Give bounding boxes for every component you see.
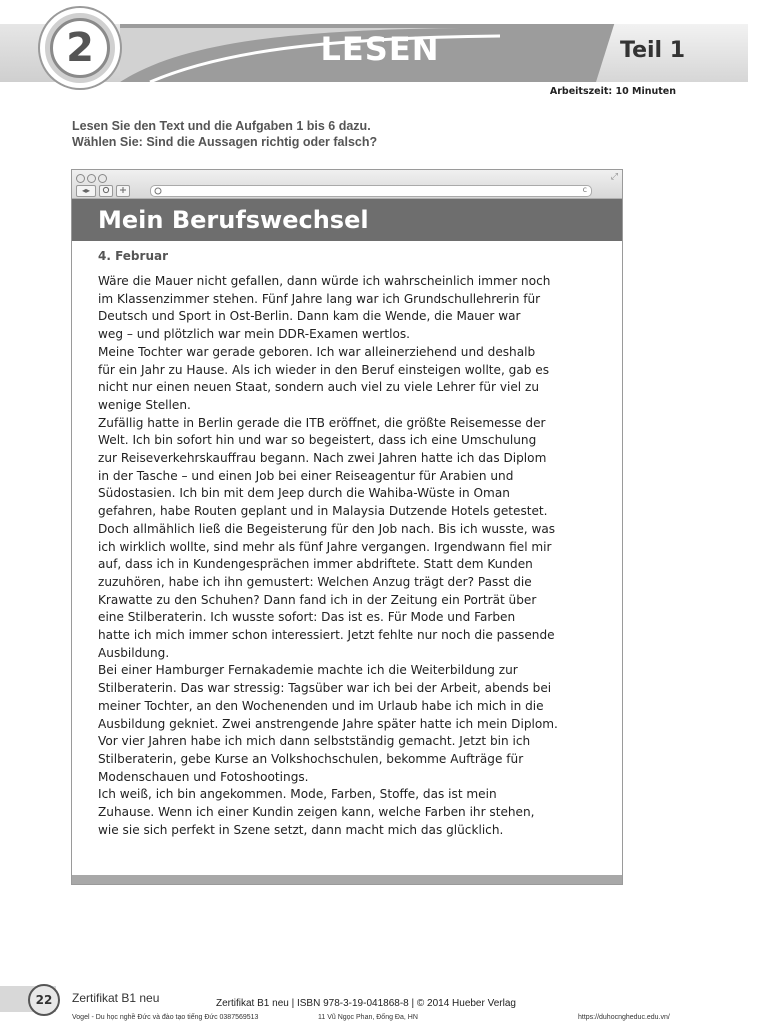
text-line: meiner Tochter, an den Wochenenden und im Urlaub habe ich mich in die	[98, 698, 544, 713]
watermark-address: 11 Vũ Ngọc Phan, Đống Đa, HN	[318, 1014, 418, 1021]
text-line: ich wirklich wollte, sind mehr als fünf Jahre vergangen. Irgendwann fiel mir	[98, 539, 552, 554]
globe-icon	[154, 187, 162, 195]
text-line: Wäre die Mauer nicht gefallen, dann würde ich wahrscheinlich immer noch	[98, 274, 551, 288]
back-forward-button[interactable]	[76, 185, 96, 197]
chapter-number: 2	[50, 18, 110, 78]
watermark-url: https://duhocngheduc.edu.vn/	[578, 1014, 670, 1021]
text-line: wenige Stellen.	[98, 397, 191, 412]
text-line: in der Tasche – und einen Job bei einer Reiseagentur für Arabien und	[98, 468, 514, 483]
post-text	[98, 273, 596, 840]
text-line: Meine Tochter war gerade geboren. Ich war alleinerziehend und deshalb	[98, 344, 536, 359]
reload-button[interactable]	[99, 185, 113, 197]
text-line: Deutsch und Sport in Ost-Berlin. Dann kam die Wende, die Mauer war	[98, 309, 521, 324]
text-line: nicht nur einen neuen Staat, sondern auch viel zu viele Lehrer für viel zu	[98, 380, 539, 395]
text-line: Ausbildung gekniet. Zwei anstrengende Jahre später hatte ich mein Diplom.	[98, 716, 558, 731]
zoom-window-icon[interactable]	[98, 174, 107, 183]
text-line: zur Reiseverkehrskauffrau begann. Nach zwei Jahren hatte ich das Diplom	[98, 451, 547, 466]
text-line: Stilberaterin. Das war stressig: Tagsüber war ich bei der Arbeit, abends bei	[98, 681, 552, 696]
text-line: weg – und plötzlich war mein DDR-Examen wertlos.	[98, 327, 410, 342]
browser-window	[71, 169, 623, 885]
address-reload-icon[interactable]: c	[582, 185, 587, 194]
minimize-window-icon[interactable]	[87, 174, 96, 183]
page-number: 22	[28, 984, 60, 1016]
isbn-line: Zertifikat B1 neu | ISBN 978-3-19-041868-8 | © 2014 Hueber Verlag	[216, 998, 516, 1009]
browser-toolbar	[72, 170, 622, 199]
nav-buttons	[76, 185, 130, 197]
time-limit: Arbeitszeit: 10 Minuten	[549, 86, 676, 97]
blog-body	[72, 241, 622, 840]
browser-status-bar	[72, 875, 622, 884]
forward-icon: ▸	[86, 186, 91, 195]
text-line: zuzuhören, habe ich ihn gemustert: Welchen Anzug trägt der? Passt die	[98, 574, 532, 589]
text-line: Modenschauen und Fotoshootings.	[98, 769, 309, 784]
instruction-line: Wählen Sie: Sind die Aussagen richtig oder falsch?	[72, 135, 378, 149]
close-window-icon[interactable]	[76, 174, 85, 183]
instruction-line: Lesen Sie den Text und die Aufgaben 1 bis 6 dazu.	[72, 119, 371, 133]
text-line: Südostasien. Ich bin mit dem Jeep durch die Wahiba-Wüste in Oman	[98, 486, 510, 501]
text-line: Bei einer Hamburger Fernakademie machte ich die Weiterbildung zur	[98, 663, 518, 678]
text-line: auf, dass ich in Kundengesprächen immer abdriftete. Statt dem Kunden	[98, 557, 533, 572]
plus-icon	[119, 186, 127, 194]
text-line: Zufällig hatte in Berlin gerade die ITB eröffnet, die größte Reisemesse der	[98, 415, 546, 430]
text-line: für ein Jahr zu Hause. Als ich wieder in den Beruf einsteigen wollte, gab es	[98, 362, 550, 377]
text-line: wie sie sich perfekt in Szene setzt, dann macht mich das glücklich.	[98, 822, 504, 837]
instructions	[72, 118, 377, 150]
fullscreen-icon[interactable]: ⤢	[610, 172, 618, 182]
text-line: Ausbildung.	[98, 645, 170, 660]
text-line: gefahren, habe Routen geplant und in Malaysia Dutzende Hotels getestet.	[98, 504, 548, 519]
text-line: eine Stilberaterin. Ich wusste sofort: Das ist es. Für Mode und Farben	[98, 610, 516, 625]
back-icon: ◂	[81, 186, 86, 195]
blog-title: Mein Berufswechsel	[98, 206, 369, 234]
text-line: Krawatte zu den Schuhen? Dann fand ich in der Zeitung ein Porträt über	[98, 592, 537, 607]
text-line: Welt. Ich bin sofort hin und war so begeistert, dass ich eine Umschulung	[98, 433, 537, 448]
book-title: Zertifikat B1 neu	[72, 991, 160, 1005]
text-line: Ich weiß, ich bin angekommen. Mode, Farben, Stoffe, das ist mein	[98, 787, 497, 802]
address-bar[interactable]	[150, 185, 592, 197]
post-date: 4. Februar	[98, 249, 169, 263]
part-label: Teil 1	[620, 38, 686, 63]
text-line: Zuhause. Wenn ich einer Kundin zeigen kann, welche Farben ihr stehen,	[98, 805, 535, 820]
text-line: Doch allmählich ließ die Begeisterung für den Job nach. Bis ich wusste, was	[98, 521, 556, 536]
new-tab-button[interactable]	[116, 185, 130, 197]
watermark-left: Vogel - Du học nghề Đức và đào tạo tiếng Đức 0387569513	[72, 1014, 259, 1021]
text-line: hatte ich mich immer schon interessiert. Jetzt fehlte nur noch die passende	[98, 628, 555, 643]
text-line: im Klassenzimmer stehen. Fünf Jahre lang war ich Grundschullehrerin für	[98, 291, 541, 306]
blog-header	[72, 199, 622, 241]
text-line: Vor vier Jahren habe ich mich dann selbstständig gemacht. Jetzt bin ich	[98, 734, 531, 749]
reload-icon	[102, 186, 110, 194]
text-line: Stilberaterin, gebe Kurse an Volkshochschulen, bekomme Aufträge für	[98, 751, 524, 766]
section-title: LESEN	[320, 30, 440, 68]
